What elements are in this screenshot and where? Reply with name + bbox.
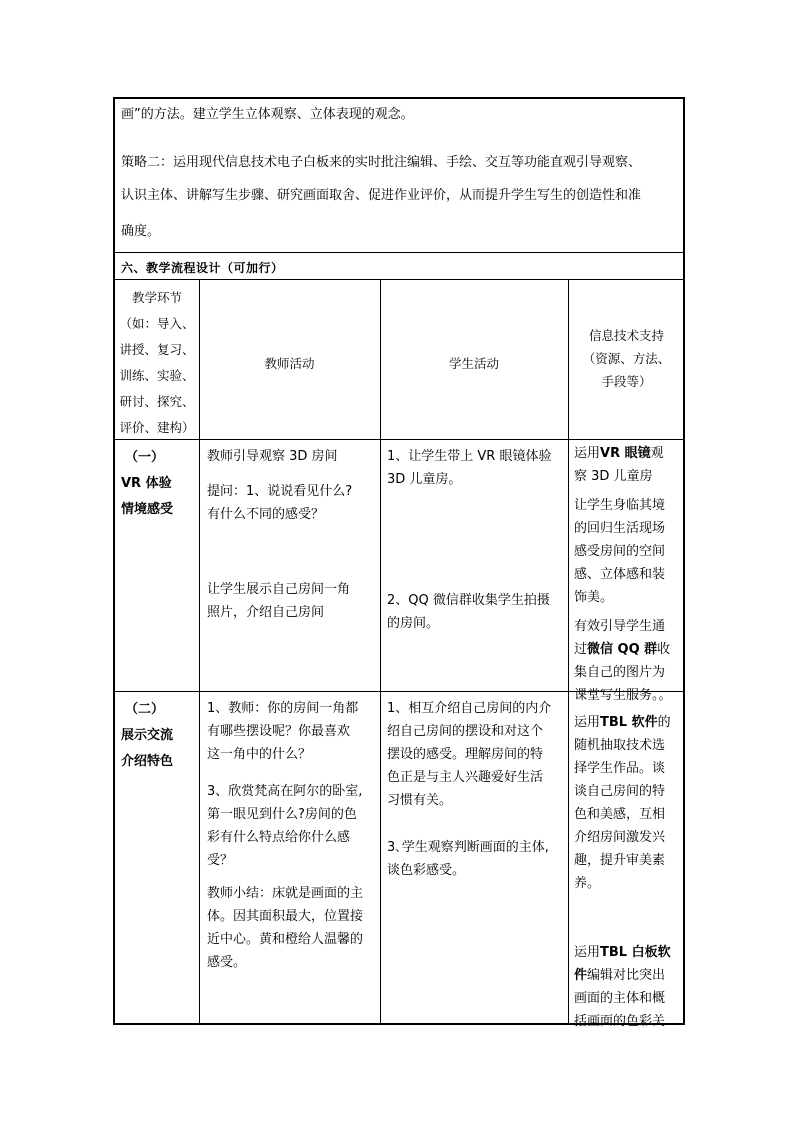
stage1-tech-support: 运用VR 眼镜观 察 3D 儿童房 让学生身临其境 的回归生活现场 感受房间的空间 感、立体感和装 饰美。 有效引导学生通 过微信 QQ 群收 集自己的图片为 课堂写生服务。。 xyxy=(574,446,672,703)
section-title: 六、教学流程设计（可加行） xyxy=(121,261,284,275)
header-student-activity: 学生活动 xyxy=(448,356,499,371)
stage2-tech-support: 运用TBL 软件的 随机抽取技术选 择学生作品。谈 谈自己房间的特 色和美感，互相 介绍房间激发兴 趣，提升审美素 养。 运用TBL 白板软 件编辑对比突出 画面的主体和概 括画面的色彩关 xyxy=(574,715,671,1029)
strategy-paragraph-1: 画”的方法。建立学生立体观察、立体表现的观念。 xyxy=(121,107,414,122)
header-teacher-activity: 教师活动 xyxy=(264,356,315,371)
stage1-teacher-activity: 教师引导观察 3D 房间 提问：1、说说看见什么? 有什么不同的感受？ 让学生展示自己房间一角 照片，介绍自己房间 xyxy=(207,449,353,620)
stage1-student-activity: 1、让学生带上 VR 眼镜体验 3D 儿童房。 2、QQ 微信群收集学生拍摄 的房间。 xyxy=(387,449,552,631)
lesson-plan-page xyxy=(113,97,685,1029)
header-stage: 教学环节 （如：导入、 讲授、复习、 训练、实验、 研讨、探究、 评价、建构） xyxy=(119,290,195,435)
stage2-teacher-activity: 1、教师：你的房间一角都 有哪些摆设呢？你最喜欢 这一角中的什么？ 3、欣赏梵高在阿尔的卧室, 第一眼见到什么?房间的色 彩有什么特点给你什么感 受？ 教师小结：床就是画面的主 体。因其面积最大，位置接 近中心。黄和橙给人温馨的 感受。 xyxy=(207,701,364,970)
column-divider xyxy=(199,279,200,1025)
rule xyxy=(115,439,683,440)
header-tech-support: 信息技术支持 （资源、方法、 手段等） xyxy=(582,328,671,389)
column-divider xyxy=(380,279,381,1025)
stage1-title: （一） VR 体验 情境感受 xyxy=(121,450,174,517)
rule xyxy=(115,279,683,280)
rule xyxy=(115,252,683,253)
strategy-paragraph-2: 策略二：运用现代信息技术电子白板来的实时批注编辑、手绘、交互等功能直观引导观察、 认识主体、讲解写生步骤、研究画面取舍、促进作业评价，从而提升学生写生的创造性和准 确度。 xyxy=(121,155,642,239)
stage2-student-activity: 1、相互介绍自己房间的内介 绍自己房间的摆设和对这个 摆设的感受。理解房间的特 色正是与主人兴趣爱好生活 习惯有关。 3､学生观察判断画面的主体, 谈色彩感受。 xyxy=(387,701,552,878)
stage2-title: （二） 展示交流 介绍特色 xyxy=(121,702,174,769)
